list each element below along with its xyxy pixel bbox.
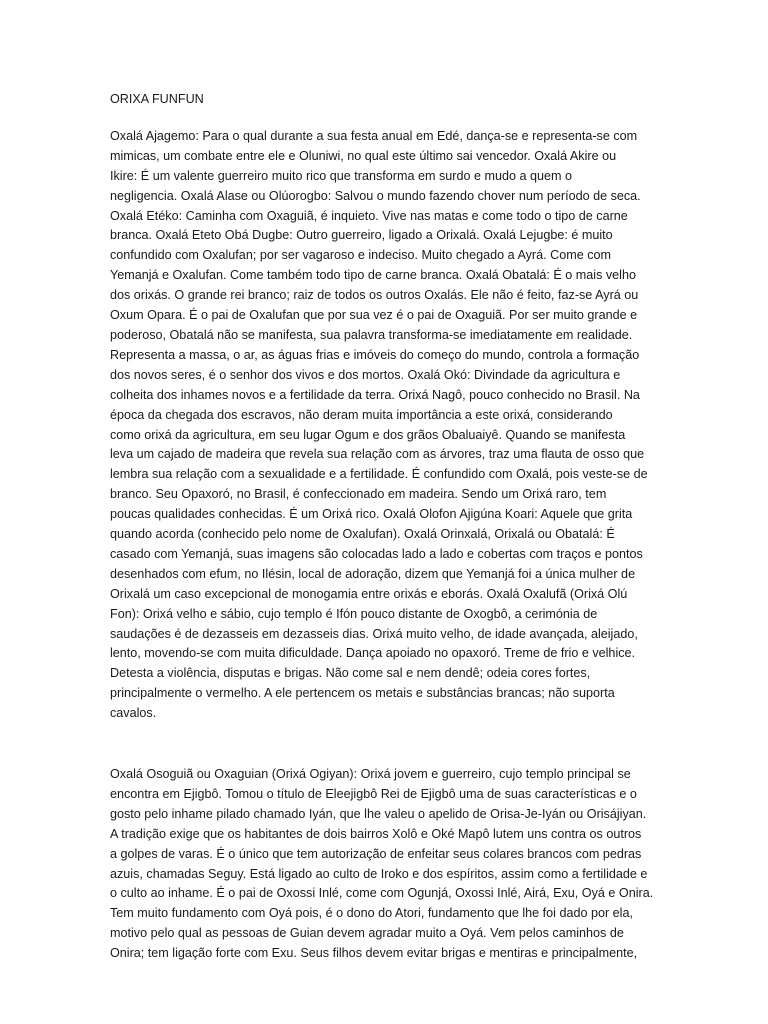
text-line: azuis, chamadas Seguy. Está ligado ao culto de Iroko e dos espíritos, assim como a fertilidade e — [110, 866, 648, 881]
text-line: poderoso, Obatalá não se manifesta, sua palavra transforma-se imediatamente em realidade. — [110, 327, 633, 342]
text-line: mimicas, um combate entre ele e Oluniwi, no qual este último sai vencedor. Oxalá Akire ou — [110, 148, 617, 163]
text-line: cavalos. — [110, 706, 157, 721]
text-line: A tradição exige que os habitantes de dois bairros Xolô e Oké Mapô lutem uns contra os outros — [110, 826, 642, 841]
text-line: Ikire: É um valente guerreiro muito rico que transforma em surdo e mudo a quem o — [110, 168, 572, 183]
text-line: quando acorda (conhecido pelo nome de Oxalufan). Oxalá Orinxalá, Orixalá ou Obatalá: É — [110, 527, 615, 542]
text-line: o culto ao inhame. É o pai de Oxossi Inlé, come com Ogunjá, Oxossi Inlé, Airá, Exu, Oyá e Onira. — [110, 886, 654, 901]
text-line: Oxalá Etéko: Caminha com Oxaguiã, é inquieto. Vive nas matas e come todo o tipo de carne — [110, 208, 628, 223]
text-line: casado com Yemanjá, suas imagens são colocadas lado a lado e cobertas com traços e pontos — [110, 546, 643, 561]
text-line: Detesta a violência, disputas e brigas. Não come sal e nem dendê; odeia cores fortes, — [110, 666, 591, 681]
text-line: a golpes de varas. É o único que tem autorização de enfeitar seus colares brancos com pedras — [110, 846, 642, 861]
text-line: dos orixás. O grande rei branco; raiz de todos os outros Oxalás. Ele não é feito, faz-se Ayrá ou — [110, 288, 639, 303]
text-line: Representa a massa, o ar, as águas frias e imóveis do começo do mundo, controla a formação — [110, 347, 640, 362]
text-line: colheita dos inhames novos e a fertilidade da terra. Orixá Nagô, pouco conhecido no Brasil. Na — [110, 387, 640, 402]
text-line: lento, movendo-se com muita dificuldade. Dança apoiado no opaxoró. Treme de frio e velhice. — [110, 646, 636, 661]
text-line: motivo pelo qual as pessoas de Guian devem agradar muito a Oyá. Vem pelos caminhos de — [110, 926, 624, 941]
text-line: encontra em Ejigbô. Tomou o título de Eleejigbô Rei de Ejigbô uma de suas características e o — [110, 786, 637, 801]
text-line: época da chegada dos escravos, não deram muita importância a este orixá, considerando — [110, 407, 613, 422]
text-line: Tem muito fundamento com Oyá pois, é o dono do Atori, fundamento que lhe foi dado por ela, — [110, 906, 633, 921]
paragraph-orixa-funfun-qualities — [110, 127, 658, 724]
text-line: como orixá da agricultura, em seu lugar Ogum e dos grãos Obaluaiyê. Quando se manifesta — [110, 427, 626, 442]
text-line: Oxum Opara. É o pai de Oxalufan que por sua vez é o pai de Oxaguiã. Por ser muito grande e — [110, 308, 638, 323]
text-line: confundido com Oxalufan; por ser vagaroso e indeciso. Muito chegado a Ayrá. Come com — [110, 248, 611, 263]
text-line: Orixalá um caso excepcional de monogamia entre orixás e eborás. Oxalá Oxalufã (Orixá Olú — [110, 586, 628, 601]
text-line: leva um cajado de madeira que revela sua relação com as árvores, traz uma flauta de osso que — [110, 447, 645, 462]
paragraph-oxala-osoguia — [110, 765, 653, 964]
document-title: ORIXA FUNFUN — [110, 92, 204, 106]
text-line: desenhados com efum, no Ilésin, local de adoração, dizem que Yemanjá foi a única mulher de — [110, 566, 636, 581]
text-line: Oxalá Osoguiã ou Oxaguian (Orixá Ogiyan): Orixá jovem e guerreiro, cujo templo principal se — [110, 767, 631, 781]
text-line: principalmente o vermelho. A ele pertencem os metais e substâncias brancas; não suporta — [110, 686, 615, 701]
text-line: dos novos seres, é o senhor dos vivos e dos mortos. Oxalá Okó: Divindade da agricultura e — [110, 367, 621, 382]
text-line: Yemanjá e Oxalufan. Come também todo tipo de carne branca. Oxalá Obatalá: É o mais velho — [110, 268, 636, 283]
text-line: lembra sua relação com a sexualidade e a fertilidade. É confundido com Oxalá, pois veste-se de — [110, 467, 648, 482]
text-line: branco. Seu Opaxoró, no Brasil, é confeccionado em madeira. Sendo um Orixá raro, tem — [110, 487, 607, 502]
text-line: branca. Oxalá Eteto Obá Dugbe: Outro guerreiro, ligado a Orixalá. Oxalá Lejugbe: é muito — [110, 228, 613, 243]
document-page — [110, 90, 658, 961]
text-line: gosto pelo inhame pilado chamado Iyán, que lhe valeu o apelido de Orisa-Je-Iyán ou Orisájiyan. — [110, 806, 647, 821]
text-line: poucas qualidades conhecidas. É um Orixá rico. Oxalá Olofon Ajigúna Koari: Aquele que grita — [110, 507, 633, 522]
text-line: negligencia. Oxalá Alase ou Olúorogbo: Salvou o mundo fazendo chover num período de seca. — [110, 188, 641, 203]
text-line: Fon): Orixá velho e sábio, cujo templo é Ifón pouco distante de Oxogbô, a cerimónia de — [110, 606, 598, 621]
text-line: Onira; tem ligação forte com Exu. Seus filhos devem evitar brigas e mentiras e principalmente, — [110, 946, 638, 961]
text-line: Oxalá Ajagemo: Para o qual durante a sua festa anual em Edé, dança-se e representa-se com — [110, 128, 638, 143]
text-line: saudações é de dezasseis em dezasseis dias. Orixá muito velho, de idade avançada, aleijado, — [110, 626, 638, 641]
